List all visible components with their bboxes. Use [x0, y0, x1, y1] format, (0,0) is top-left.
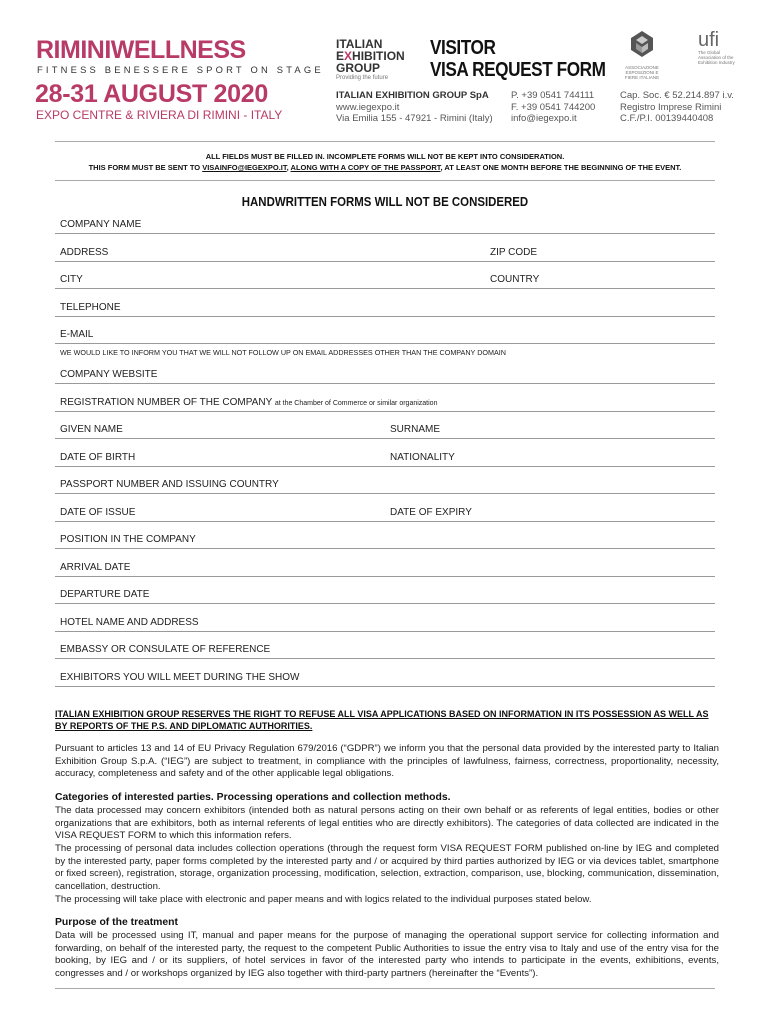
visa-email-link[interactable]: VISAINFO@IEGEXPO.IT	[202, 163, 287, 172]
company-website-field[interactable]	[55, 363, 715, 384]
email-label: E-MAIL	[60, 329, 94, 340]
handwritten-warning: HANDWRITTEN FORMS WILL NOT BE CONSIDERED	[241, 194, 529, 209]
contact-address-block: ITALIAN EXHIBITION GROUP SpA www.iegexpo.it Via Emilia 155 - 47921 - Rimini (Italy)	[336, 90, 493, 124]
embassy-label: EMBASSY OR CONSULATE OF REFERENCE	[60, 644, 271, 655]
email-note: WE WOULD LIKE TO INFORM YOU THAT WE WILL NOT FOLLOW UP ON EMAIL ADDRESSES OTHER THAN THE COMPANY DOMAIN	[60, 348, 506, 357]
address-row	[55, 241, 715, 262]
ieg-logo-line3: GROUP	[336, 61, 381, 75]
position-label: POSITION IN THE COMPANY	[60, 534, 196, 545]
surname-label: SURNAME	[390, 424, 441, 435]
country-label: COUNTRY	[490, 274, 540, 285]
privacy-paragraph: Pursuant to articles 13 and 14 of EU Privacy Regulation 679/2016 (“GDPR”) we inform you that the personal data provided by the interested party to Italian Exhibition Group S.p.A. (“IEG”) are subject to treatment, in compliance with the principles of lawfulness, fairness, correctness, proportionality, necessity, accuracy, completeness and safety and of the other applicable legal obligations.	[55, 743, 719, 780]
registration-number-field[interactable]	[55, 391, 715, 412]
arrival-date-field[interactable]	[55, 556, 715, 577]
company-name-label: COMPANY NAME	[60, 219, 142, 230]
company-website-label: COMPANY WEBSITE	[60, 369, 158, 380]
embassy-field[interactable]	[55, 638, 715, 659]
contact-legal-block: Cap. Soc. € 52.214.897 i.v. Registro Imprese Rimini C.F./P.I. 00139440408	[620, 90, 734, 124]
departure-date-label: DEPARTURE DATE	[60, 589, 150, 600]
birth-row	[55, 446, 715, 467]
event-tagline: FITNESS BENESSERE SPORT ON STAGE	[37, 64, 324, 75]
passport-label: PASSPORT NUMBER AND ISSUING COUNTRY	[60, 479, 279, 490]
telephone-field[interactable]	[55, 296, 715, 317]
departure-date-field[interactable]	[55, 583, 715, 604]
ieg-logo-sub: Providing the future	[336, 75, 389, 81]
aefi-emblem-icon	[630, 30, 654, 58]
passport-field[interactable]	[55, 473, 715, 494]
ufi-logo: ufi The Global Association of the Exhibition Industry	[698, 30, 740, 65]
hotel-label: HOTEL NAME AND ADDRESS	[60, 617, 199, 628]
purpose-heading: Purpose of the treatment	[55, 917, 178, 928]
address-label: ADDRESS	[60, 247, 109, 258]
purpose-paragraph: Data will be processed using IT, manual and paper means for the purpose of managing the operational support service for collecting information and forwarding, on behalf of the interested party, the request to the competent Public Authorities to issue the entry visa to Italy and use of the entry visa for the booking, by IEG and / or its suppliers, of hotel services in favor of the interested party who intends to participate in the events, exhibitions, events, congresses and / or workshops organized by IEG also together with third-party partners (hereinafter the “Events”).	[55, 930, 719, 979]
name-row	[55, 418, 715, 439]
exhibitors-label: EXHIBITORS YOU WILL MEET DURING THE SHOW	[60, 672, 300, 683]
ieg-logo	[336, 38, 418, 82]
ufi-mark: ufi	[698, 29, 720, 51]
aefi-logo: ASSOCIAZIONE ESPOSIZIONI E FIERE ITALIANE	[620, 30, 664, 80]
event-brand-logo: RIMINIWELLNESS	[36, 36, 246, 64]
city-label: CITY	[60, 274, 83, 285]
zip-code-label: ZIP CODE	[490, 247, 538, 258]
date-of-issue-label: DATE OF ISSUE	[60, 507, 136, 518]
categories-paragraph-2: The processing of personal data includes collection operations (through the request form VISA REQUEST FORM published on-line by IEG and completed by the interested party, paper forms completed by the interested party and / or acquired by third parties authorized by IEG or via devices tablet, smartphone or fixed screen), registration, storage, organization processing, modification, selection, extraction, comparison, use, blocking, communication, dissemination, cancellation, destruction.	[55, 843, 719, 892]
event-dates: 28-31 AUGUST 2020	[35, 80, 268, 108]
page-title: VISITOR VISA REQUEST FORM	[430, 37, 606, 81]
city-row	[55, 268, 715, 289]
ieg-logo-line2: EXHIBITION	[336, 49, 405, 63]
telephone-label: TELEPHONE	[60, 302, 121, 313]
footer-divider	[55, 988, 715, 989]
header-divider	[55, 141, 715, 142]
categories-paragraph-1: The data processed may concern exhibitors (intended both as natural persons acting on their own behalf or as referents of legal entities, bodies or other organizations that are exhibitors, both as internal referents of legal entities who are directly exhibitors). The categories of data collected are indicated in the VISA REQUEST FORM to which this information refers.	[55, 805, 719, 842]
given-name-label: GIVEN NAME	[60, 424, 123, 435]
ieg-logo-line1: ITALIAN	[336, 37, 383, 51]
notice-line-1: ALL FIELDS MUST BE FILLED IN. INCOMPLETE FORMS WILL NOT BE KEPT INTO CONSIDERATION.	[205, 152, 565, 161]
arrival-date-label: ARRIVAL DATE	[60, 562, 131, 573]
refusal-warning: ITALIAN EXHIBITION GROUP RESERVES THE RIGHT TO REFUSE ALL VISA APPLICATIONS BASED ON INFORMATION IN ITS POSSESSION AS WELL AS BY REPORTS OF THE P.S. AND DIPLOMATIC AUTHORITIES.	[55, 709, 709, 731]
email-field[interactable]	[55, 323, 715, 344]
notice-line-2: THIS FORM MUST BE SENT TO VISAINFO@IEGEXPO.IT, ALONG WITH A COPY OF THE PASSPORT, AT LEAST ONE MONTH BEFORE THE BEGINNING OF THE EVENT.	[88, 163, 682, 172]
notice-divider	[55, 180, 715, 181]
hotel-field[interactable]	[55, 611, 715, 632]
exhibitors-field[interactable]	[55, 666, 715, 687]
registration-number-label: REGISTRATION NUMBER OF THE COMPANY at the Chamber of Commerce or similar organization	[60, 397, 438, 408]
contact-phone-block: P. +39 0541 744111 F. +39 0541 744200 info@iegexpo.it	[511, 90, 596, 124]
categories-paragraph-3: The processing will take place with electronic and paper means and with logics related to the individual purposes stated below.	[55, 894, 592, 905]
company-name-field[interactable]	[55, 213, 715, 234]
categories-heading: Categories of interested parties. Processing operations and collection methods.	[55, 792, 451, 803]
passport-dates-row	[55, 501, 715, 522]
date-of-birth-label: DATE OF BIRTH	[60, 452, 136, 463]
event-venue: EXPO CENTRE & RIVIERA DI RIMINI - ITALY	[36, 108, 283, 122]
position-field[interactable]	[55, 528, 715, 549]
nationality-label: NATIONALITY	[390, 452, 455, 463]
date-of-expiry-label: DATE OF EXPIRY	[390, 507, 472, 518]
